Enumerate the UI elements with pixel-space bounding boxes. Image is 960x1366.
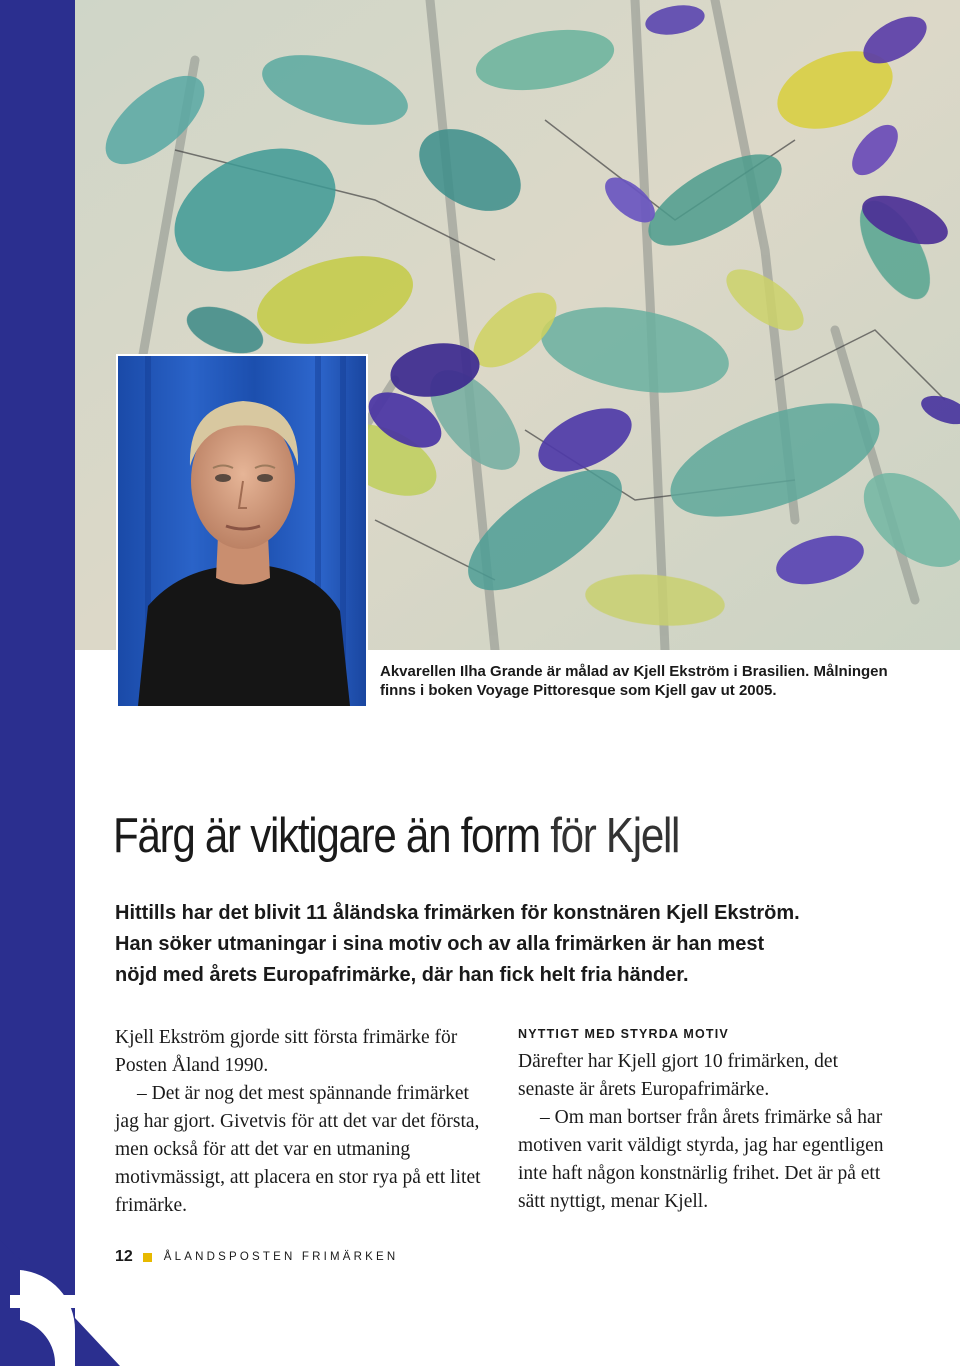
publication-name: ÅLANDSPOSTEN FRIMÄRKEN xyxy=(163,1251,399,1263)
left-paragraph-1: Kjell Ekström gjorde sitt första frimärke för Posten Åland 1990. xyxy=(115,1027,458,1076)
left-brand-bar xyxy=(0,0,75,1366)
lead-line-1: Hittills har det blivit 11 åländska frimärken för konstnären Kjell Ekström. xyxy=(115,902,800,924)
lead-line-2: Han söker utmaningar i sina motiv och av alla frimärken är han mest xyxy=(115,933,765,955)
headline-main: Färg är viktigare än form xyxy=(113,809,540,863)
page-footer xyxy=(115,1248,398,1266)
square-bullet-icon xyxy=(143,1253,152,1262)
right-paragraph-1: Därefter har Kjell gjort 10 frimärken, det senaste är årets Europafrimärke. xyxy=(518,1051,838,1100)
body-column-right xyxy=(518,1024,888,1216)
right-paragraph-2: – Om man bortser från årets frimärke så har motiven varit väldigt styrda, jag har egentligen inte haft någon konstnärlig frihet. Det är på ett sätt nyttigt, menar Kjell. xyxy=(518,1107,884,1212)
artist-portrait xyxy=(116,354,368,708)
article-headline xyxy=(113,806,679,866)
portrait-illustration xyxy=(118,356,366,706)
body-column-left xyxy=(115,1024,485,1220)
lead-paragraph xyxy=(115,898,895,991)
caption-line-1: Akvarellen Ilha Grande är målad av Kjell Ekström i Brasilien. Målningen xyxy=(380,663,888,680)
left-paragraph-2: – Det är nog det mest spännande frimärket jag har gjort. Givetvis för att det var det första, men också för att det var en utmaning motivmässigt, att placera en stor rya på ett litet frimärke. xyxy=(115,1083,481,1216)
corner-logo-icon xyxy=(0,1200,260,1366)
caption-line-2: finns i boken Voyage Pittoresque som Kjell gav ut 2005. xyxy=(380,682,777,699)
headline-tail: för Kjell xyxy=(550,809,680,863)
lead-line-3: nöjd med årets Europafrimärke, där han fick helt fria händer. xyxy=(115,964,689,986)
section-subhead: NYTTIGT MED STYRDA MOTIV xyxy=(518,1027,729,1041)
photo-caption xyxy=(380,662,920,700)
page-number: 12 xyxy=(115,1248,133,1265)
